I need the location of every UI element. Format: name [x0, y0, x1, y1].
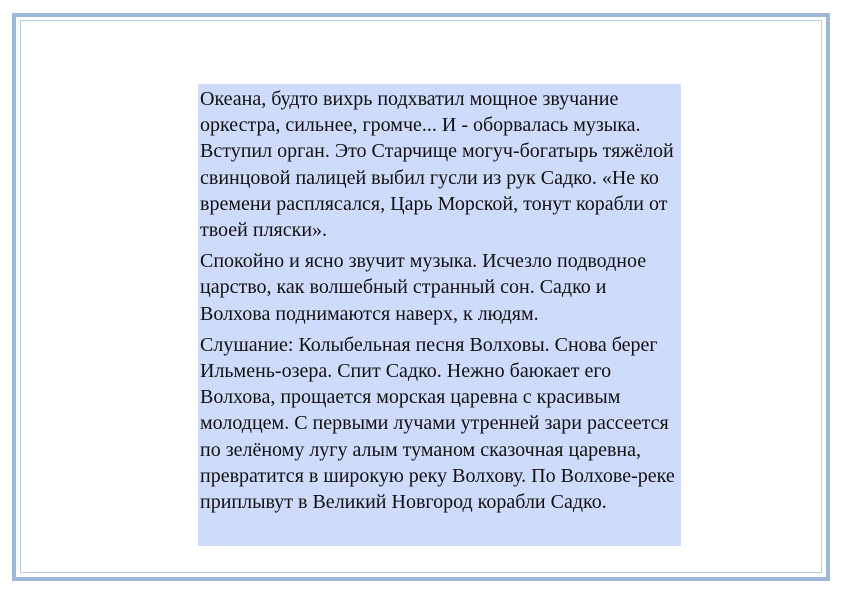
paragraph-1: Океана, будто вихрь подхватил мощное звучание оркестра, сильнее, громче... И - оборвалась музыка. Вступил орган. Это Старчище могуч-богатырь тяжёлой свинцовой палицей выбил гусли из рук Садко. «Не ко времени расплясался, Царь Морской, тонут корабли от твоей пляски». [200, 88, 674, 242]
text-block [198, 84, 681, 546]
paragraph-3: Слушание: Колыбельная песня Волховы. Снова берег Ильмень-озера. Спит Садко. Нежно баюкает его Волхова, прощается морская царевна с красивым молодцем. С первыми лучами утренней зари рассеется по зелёному лугу алым туманом сказочная царевна, превратится в широкую реку Волхову. По Волхове-реке приплывут в Великий Новгород корабли Садко. [200, 333, 675, 514]
paragraph-2: Спокойно и ясно звучит музыка. Исчезло подводное царство, как волшебный странный сон. Садко и Волхова поднимаются наверх, к людям. [200, 250, 647, 325]
